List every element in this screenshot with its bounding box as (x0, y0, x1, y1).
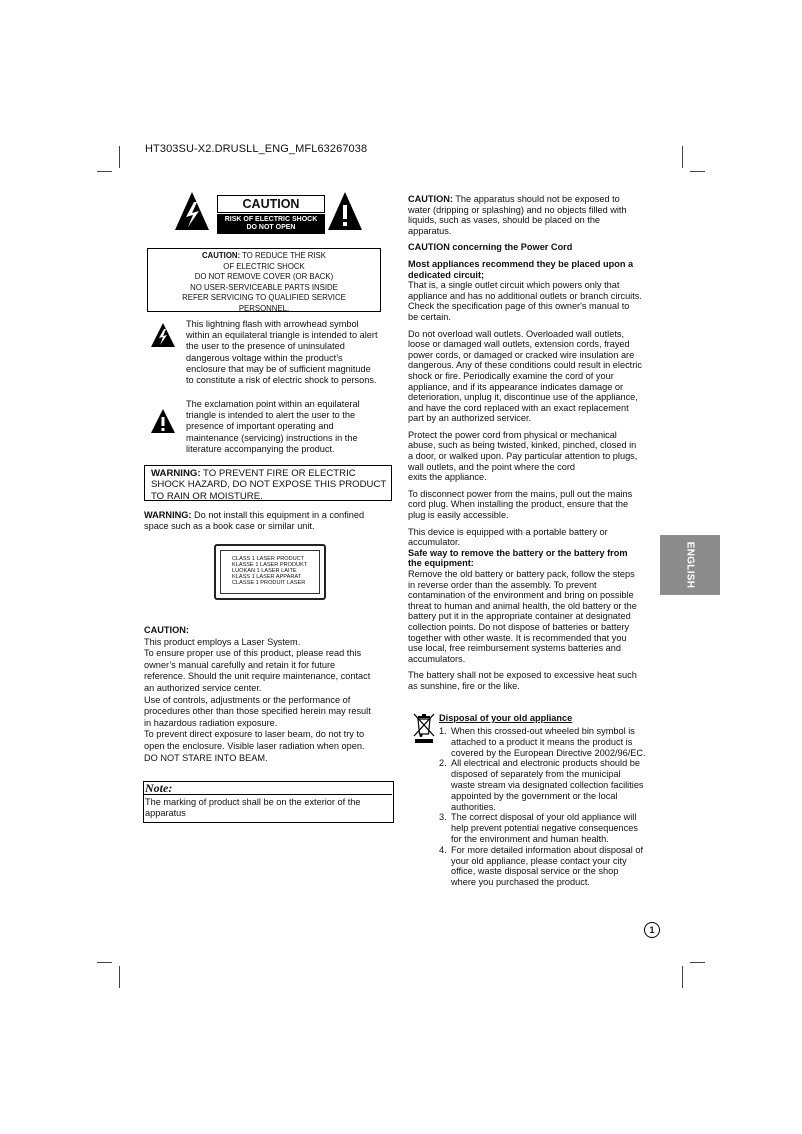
crop-mark (690, 962, 705, 963)
apparatus-caution: CAUTION: The apparatus should not be exposed to water (dripping or splashing) and no objects filled with liquids, such as vases, should be placed on the apparatus. (408, 194, 627, 236)
warning-install-text: WARNING: Do not install this equipment in a confined space such as a book case or similar unit. (144, 510, 365, 531)
laser-caution-section: CAUTION: This product employs a Laser System. To ensure proper use of this product, please read this owner’s manual carefully and retain it for future reference. Should the unit require maintenance, contact an authorized service center. Use of controls, adjustments or the performance of procedures other than those specified herein may result in hazardous radiation exposure. To prevent direct exposure to laser beam, do not try to open the enclosure. Visible laser radiation when open. DO NOT STARE INTO BEAM. (144, 625, 392, 764)
page-number: 1 (644, 922, 660, 938)
crop-mark (682, 966, 683, 988)
lightning-warning-icon (174, 190, 210, 232)
crop-mark (119, 966, 120, 988)
caution-label-subtitle: RISK OF ELECTRIC SHOCK DO NOT OPEN (217, 214, 325, 234)
list-item: 1. When this crossed-out wheeled bin symbol is attached to a product it means the product is covered by the European Directive 2002/96/EC. (439, 726, 646, 758)
warning-fire-box: WARNING: TO PREVENT FIRE OR ELECTRIC SHOCK HAZARD, DO NOT EXPOSE THIS PRODUCT TO RAIN OR MOISTURE. (144, 465, 392, 501)
right-column (408, 194, 656, 692)
language-tab-label: ENGLISH (684, 541, 696, 589)
exclamation-description: The exclamation point within an equilateral triangle is intended to alert the user to the presence of important operating and maintenance (servicing) instructions in the literature accompanying the product. (186, 399, 360, 454)
dedicated-circuit-section: Most appliances recommend they be placed upon a dedicated circuit; That is, a single outlet circuit which powers only that appliance and has no additional outlets or branch circuits. Check the specification page of this owner's manual to be certain. (408, 258, 642, 322)
laser-caution-heading: CAUTION: (144, 625, 189, 635)
caution-shock-box: CAUTION: TO REDUCE THE RISK OF ELECTRIC SHOCK DO NOT REMOVE COVER (OR BACK) NO USER-SERVICEABLE PARTS INSIDE REFER SERVICING TO QUALIFIED SERVICE PERSONNEL. (147, 248, 381, 312)
crop-mark (682, 146, 683, 168)
caution-label-title: CAUTION (217, 195, 325, 213)
lightning-description: This lightning flash with arrowhead symbol within an equilateral triangle is intended to alert the user to the presence of uninsulated dangerous voltage within the product’s enclosure that may be of sufficient magnitude to constitute a risk of electric shock to persons. (186, 319, 378, 386)
disposal-title: Disposal of your old appliance (439, 713, 573, 723)
language-tab (660, 535, 720, 595)
battery-heat-paragraph: The battery shall not be exposed to excessive heat such as sunshine, fire or the like. (408, 670, 637, 691)
disconnect-paragraph: To disconnect power from the mains, pull out the mains cord plug. When installing the product, ensure that the plug is easily accessible. (408, 488, 633, 521)
caution-label (217, 195, 325, 234)
list-item: 3. The correct disposal of your old appliance will help prevent potential negative consequences for the environment and human health. (439, 812, 638, 844)
note-title: Note: (145, 781, 173, 795)
crop-mark (690, 171, 705, 172)
overload-paragraph: Do not overload wall outlets. Overloaded wall outlets, loose or damaged wall outlets, extension cords, frayed power cords, or damaged or cracked wire insulation are dangerous. Any of these conditions could result in electric shock or fire. Periodically examine the cord of your appliance, and if its appearance indicates damage or deterioration, unplug it, discontinue use of the appliance, and have the cord replaced with an exact replacement part by an authorized servicer. (408, 328, 642, 424)
protect-cord-paragraph: Protect the power cord from physical or mechanical abuse, such as being twisted, kinked, pinched, closed in a door, or walked upon. Pay particular attention to plugs, wall outlets, and the point where the cord exits the appliance. (408, 429, 638, 483)
crop-mark (97, 962, 112, 963)
note-text: The marking of product shall be on the exterior of the apparatus (145, 797, 361, 818)
exclamation-warning-icon (327, 190, 363, 232)
list-item: 2. All electrical and electronic products should be disposed of separately from the municipal waste stream via designated collection facilities appointed by the government or the local authorities. (439, 758, 644, 812)
battery-section: This device is equipped with a portable battery or accumulator. Safe way to remove the battery or the battery from the equipment: Remove the old battery or battery pack, follow the steps in reverse order than the assembly. To prevent contamination of the environment and bring on possible threat to human and animal health, the old battery or the battery put it in the appropriate container at designated collection points. Do not dispose of batteries or battery together with other waste. It is recommended that you use local, free reimbursement systems batteries and accumulators. (408, 526, 637, 664)
disposal-list (439, 726, 661, 888)
laser-class-label (214, 544, 326, 600)
crossed-out-bin-icon (412, 712, 436, 744)
document-code: HT303SU-X2.DRUSLL_ENG_MFL63267038 (145, 143, 368, 155)
exclamation-triangle-icon (150, 408, 176, 434)
lightning-triangle-icon (150, 322, 176, 348)
crop-mark (119, 146, 120, 168)
power-cord-heading: CAUTION concerning the Power Cord (408, 242, 573, 253)
laser-class-label-text: CLASS 1 LASER PRODUCT KLASSE 1 LASER PRODUKT LUOKAN 1 LASER LAITE KLASS 1 LASER APPARAT CLASSE 1 PRODUIT LASER (220, 550, 320, 594)
list-item: 4. For more detailed information about disposal of your old appliance, please contact your city office, waste disposal service or the shop where you purchased the product. (439, 844, 644, 888)
note-box (143, 781, 394, 823)
crop-mark (97, 171, 112, 172)
